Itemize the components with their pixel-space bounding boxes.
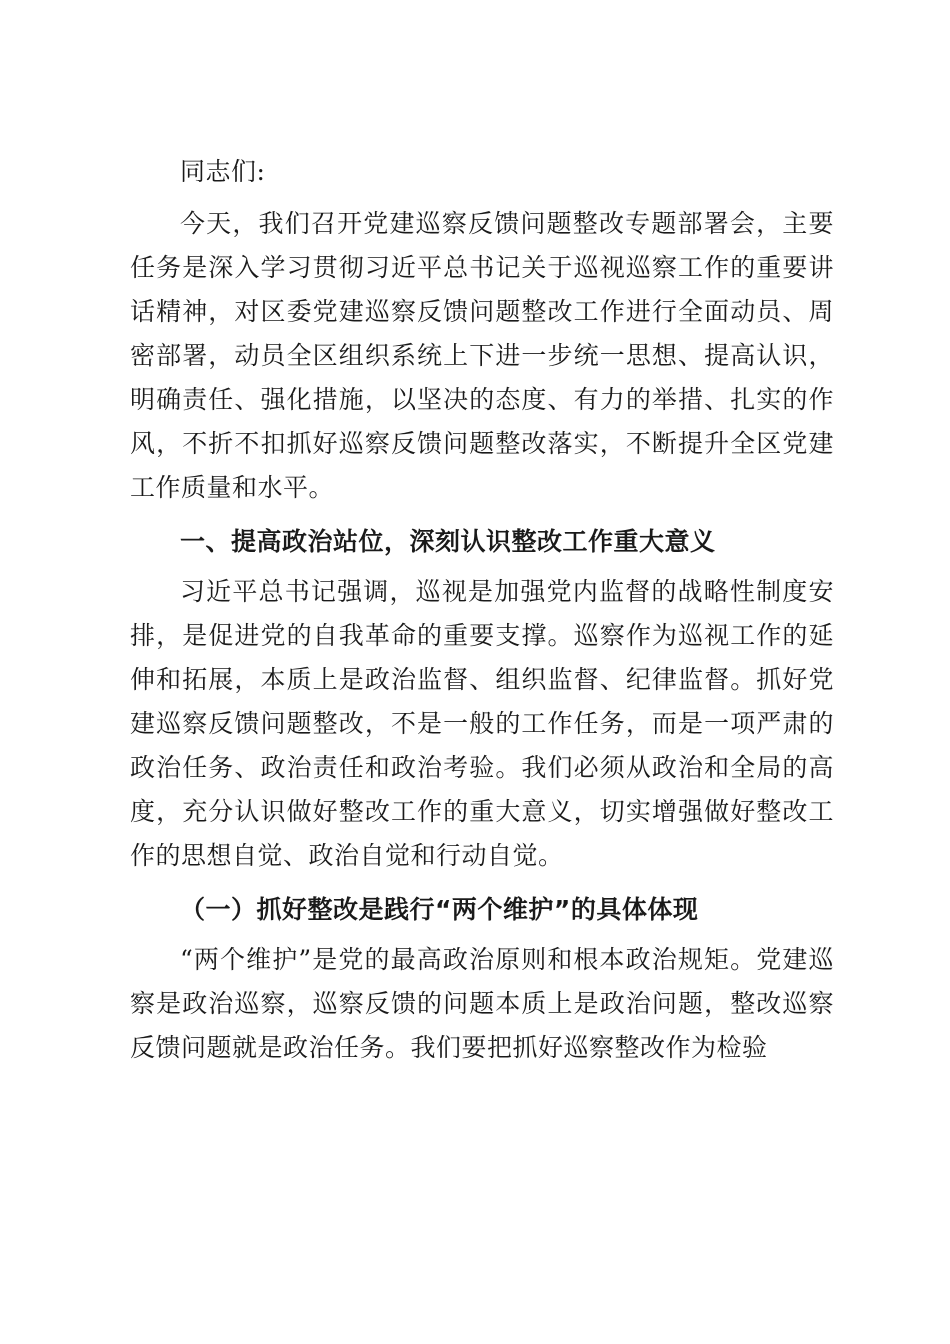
intro-paragraph: 今天，我们召开党建巡察反馈问题整改专题部署会，主要任务是深入学习贯彻习近平总书记关于巡视巡察工作的重要讲话精神，对区委党建巡察反馈问题整改工作进行全面动员、周密部署，动员全区组织系统上下进一步统一思想、提高认识，明确责任、强化措施，以坚决的态度、有力的举措、扎实的作风，不折不扣抓好巡察反馈问题整改落实，不断提升全区党建工作质量和水平。 [130, 209, 834, 502]
section-heading-1: 一、提高政治站位，深刻认识整改工作重大意义 [180, 527, 716, 556]
subsection-heading-1: （一）抓好整改是践行“两个维护”的具体体现 [180, 895, 699, 924]
greeting: 同志们: [180, 157, 266, 186]
document-page [130, 150, 834, 1070]
subsection-1-paragraph: “两个维护”是党的最高政治原则和根本政治规矩。党建巡察是政治巡察，巡察反馈的问题本质上是政治问题，整改巡察反馈问题就是政治任务。我们要把抓好巡察整改作为检验 [130, 945, 834, 1062]
section-1-paragraph: 习近平总书记强调，巡视是加强党内监督的战略性制度安排，是促进党的自我革命的重要支撑。巡察作为巡视工作的延伸和拓展，本质上是政治监督、组织监督、纪律监督。抓好党建巡察反馈问题整改，不是一般的工作任务，而是一项严肃的政治任务、政治责任和政治考验。我们必须从政治和全局的高度，充分认识做好整改工作的重大意义，切实增强做好整改工作的思想自觉、政治自觉和行动自觉。 [130, 577, 834, 870]
